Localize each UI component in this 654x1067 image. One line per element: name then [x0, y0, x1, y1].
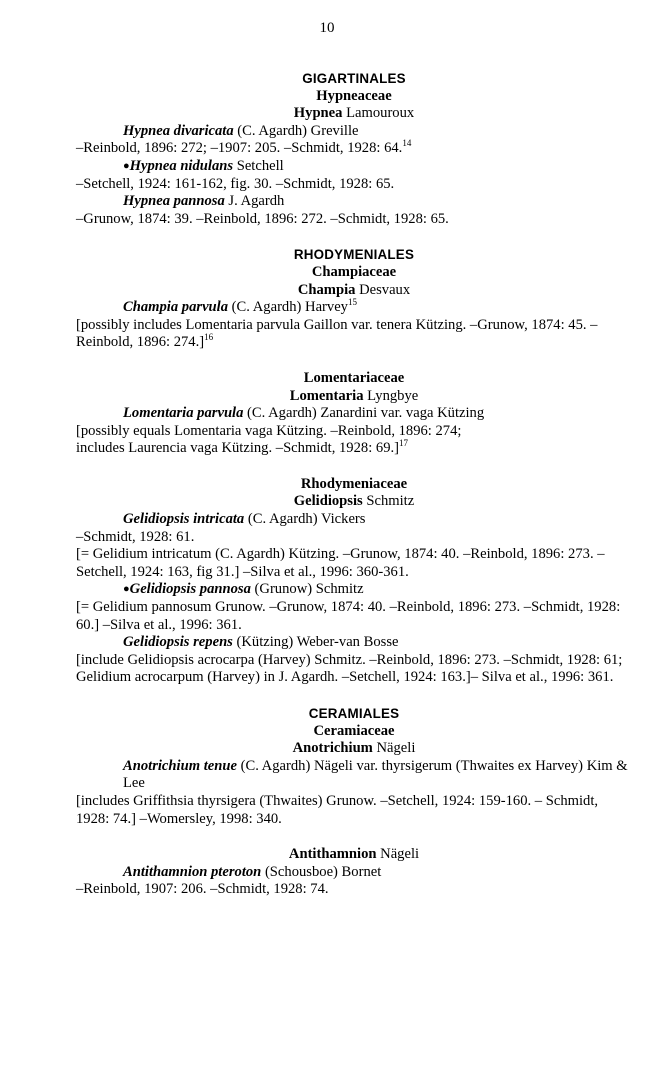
reference-line — [76, 423, 632, 441]
reference-line — [76, 176, 632, 194]
reference-text: –Reinbold, 1896: 272; –1907: 205. –Schmidt, 1928: 64. — [76, 140, 403, 157]
species-author: (Grunow) Schmitz — [250, 581, 364, 598]
reference-text: [includes Griffithsia thyrsigera (Thwaites) Grunow. –Setchell, 1924: 159-160. – Schmidt, 1928: 74.] –Womersley, 1998: 340. — [76, 792, 599, 827]
species-name: Lomentaria parvula — [123, 405, 244, 422]
species-name: Anotrichium tenue — [123, 757, 237, 774]
reference-text: [include Gelidiopsis acrocarpa (Harvey) Schmitz. –Reinbold, 1896: 273. –Schmidt, 1928: 61; Gelidium acrocarpum (Harvey) in J. Agardh. –Setchell, 1924: 163.]– Silva et al., 1996: 361. — [76, 651, 623, 686]
family-heading: Champiaceae — [311, 263, 397, 280]
species-entry — [76, 123, 632, 141]
species-entry — [76, 634, 632, 652]
genus-heading — [76, 388, 632, 406]
reference-text: [possibly includes Lomentaria parvula Gaillon var. tenera Kützing. –Grunow, 1874: 45. –Reinbold, 1896: 274.] — [76, 316, 598, 351]
section-spacer — [76, 458, 632, 476]
genus-heading — [76, 493, 632, 511]
reference-text: [= Gelidium pannosum Grunow. –Grunow, 1874: 40. –Reinbold, 1896: 273. –Schmidt, 1928: 60.] –Silva et al., 1996: 361. — [76, 599, 621, 633]
reference-line — [76, 440, 632, 458]
reference-text: –Grunow, 1874: 39. –Reinbold, 1896: 272. –Schmidt, 1928: 65. — [76, 210, 449, 227]
species-author: Setchell — [233, 157, 284, 174]
genus-author: Nägeli — [372, 740, 416, 757]
species-entry — [76, 193, 632, 211]
family-heading: Lomentariaceae — [303, 369, 405, 386]
genus-heading — [76, 105, 632, 123]
genus-name: Hypnea — [293, 105, 343, 122]
reference-line — [76, 793, 632, 828]
species-name: Antithamnion pteroton — [123, 863, 262, 880]
section-spacer — [76, 352, 632, 370]
family-heading: Hypneaceae — [316, 87, 392, 104]
footnote-ref: 17 — [399, 438, 409, 449]
reference-text: –Reinbold, 1907: 206. –Schmidt, 1928: 74. — [76, 881, 329, 898]
family-heading: Rhodymeniaceae — [300, 475, 408, 492]
reference-text: [possibly equals Lomentaria vaga Kützing. –Reinbold, 1896: 274; — [76, 422, 462, 439]
reference-text: –Setchell, 1924: 161-162, fig. 30. –Schmidt, 1928: 65. — [76, 175, 395, 192]
genus-heading — [76, 740, 632, 758]
species-entry — [76, 511, 632, 529]
order-heading: GIGARTINALES — [302, 71, 406, 86]
species-author: (C. Agardh) Greville — [233, 122, 359, 139]
footnote-ref: 15 — [347, 297, 357, 308]
species-name: Gelidiopsis repens — [123, 634, 233, 651]
order-heading: RHODYMENIALES — [293, 247, 415, 263]
taxonomic-list — [76, 70, 632, 899]
species-author: (C. Agardh) Nägeli var. thyrsigerum (Thwaites ex Harvey) Kim & Lee — [123, 757, 628, 792]
section-spacer — [76, 228, 632, 246]
genus-name: Lomentaria — [289, 387, 364, 404]
species-author: (C. Agardh) Harvey — [228, 299, 348, 316]
genus-name: Gelidiopsis — [293, 493, 363, 510]
section-spacer — [76, 828, 632, 846]
species-entry — [76, 405, 632, 423]
genus-name: Antithamnion — [288, 846, 377, 863]
genus-author: Schmitz — [362, 493, 415, 510]
reference-line — [76, 881, 632, 899]
family-heading: Ceramiaceae — [313, 722, 395, 739]
reference-line — [76, 317, 632, 352]
species-entry — [76, 158, 632, 176]
new-record-marker: ● — [123, 583, 130, 596]
reference-line — [76, 652, 632, 687]
species-entry — [76, 581, 632, 599]
species-author: J. Agardh — [224, 193, 285, 210]
species-author: (Kützing) Weber-van Bosse — [232, 634, 399, 651]
reference-text: –Schmidt, 1928: 61. — [76, 528, 195, 545]
reference-line — [76, 546, 632, 581]
genus-author: Lyngbye — [363, 387, 419, 404]
species-name: Hypnea nidulans — [129, 157, 234, 174]
genus-author: Lamouroux — [342, 105, 415, 122]
genus-heading — [76, 846, 632, 864]
genus-name: Champia — [297, 281, 356, 298]
reference-line — [76, 140, 632, 158]
species-name: Hypnea divaricata — [123, 122, 234, 139]
footnote-ref: 14 — [402, 138, 412, 149]
species-author: (C. Agardh) Zanardini var. vaga Kützing — [243, 405, 485, 422]
species-entry — [76, 758, 632, 793]
species-name: Champia parvula — [123, 299, 229, 316]
genus-author: Nägeli — [376, 846, 420, 863]
section-spacer — [76, 687, 632, 705]
species-name: Hypnea pannosa — [123, 193, 225, 210]
species-name: Gelidiopsis pannosa — [129, 581, 251, 598]
reference-line — [76, 529, 632, 547]
footnote-ref: 16 — [204, 332, 214, 343]
species-author: (C. Agardh) Vickers — [244, 511, 366, 528]
page-number: 10 — [319, 20, 335, 36]
species-entry — [76, 864, 632, 882]
order-heading: CERAMIALES — [308, 706, 400, 721]
species-entry — [76, 299, 632, 317]
reference-text: includes Laurencia vaga Kützing. –Schmidt, 1928: 69.] — [76, 440, 400, 457]
new-record-marker: ● — [123, 159, 130, 172]
species-name: Gelidiopsis intricata — [123, 511, 245, 528]
reference-line — [76, 599, 632, 634]
reference-text: [= Gelidium intricatum (C. Agardh) Kützing. –Grunow, 1874: 40. –Reinbold, 1896: 273. –Setchell, 1924: 163, fig 31.] –Silva et al., 1996: 360-361. — [76, 546, 605, 580]
reference-line — [76, 211, 632, 229]
species-author: (Schousboe) Bornet — [261, 863, 382, 880]
genus-author: Desvaux — [355, 281, 411, 298]
genus-name: Anotrichium — [292, 740, 373, 757]
